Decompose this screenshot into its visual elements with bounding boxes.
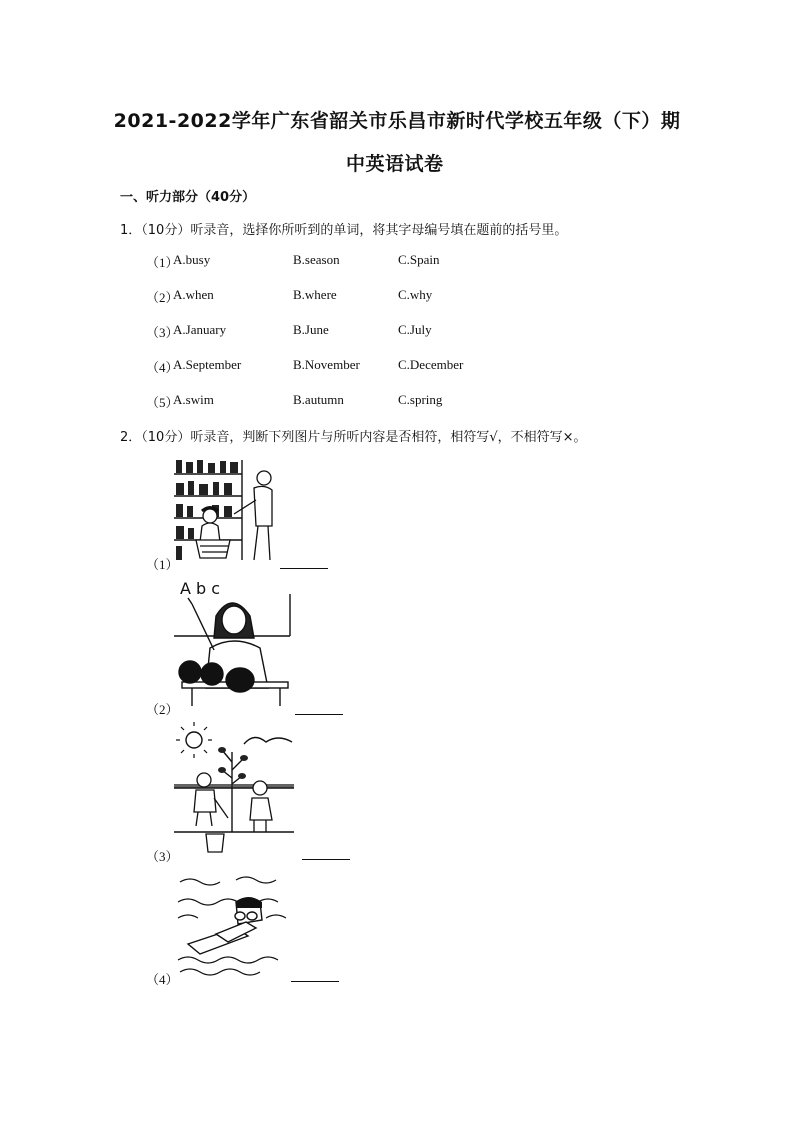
item-number: （4）: [146, 360, 179, 375]
item-number: （2）: [146, 290, 179, 305]
option-b: B.season: [293, 252, 340, 267]
q2-item-2-number: （2）: [146, 702, 179, 717]
item-number: （5）: [146, 395, 179, 410]
exam-title-line2: 中英语试卷: [346, 153, 444, 175]
option-c: C.July: [398, 322, 432, 337]
supermarket-shopping-drawing: [172, 456, 274, 562]
answer-blank-4[interactable]: [291, 981, 339, 982]
q2-item-4-number: （4）: [146, 972, 179, 987]
option-c: C.December: [398, 357, 464, 372]
option-b: B.June: [293, 322, 329, 337]
option-a: A.September: [173, 357, 242, 372]
answer-blank-3[interactable]: [302, 859, 350, 860]
option-b: B.November: [293, 357, 360, 372]
item-number: （1）: [146, 255, 179, 270]
children-planting-tree-drawing: [174, 722, 296, 856]
question-1-text: 1．（10分）听录音，选择你所听到的单词，将其字母编号填在题前的括号里。: [120, 223, 568, 238]
option-a: A.swim: [173, 392, 214, 407]
option-b: B.autumn: [293, 392, 344, 407]
answer-blank-1[interactable]: [280, 568, 328, 569]
option-b: B.where: [293, 287, 337, 302]
question-2-text: 2．（10分）听录音，判断下列图片与所听内容是否相符，相符写√，不相符写×。: [120, 430, 587, 445]
teacher-at-blackboard-drawing: [172, 576, 292, 708]
item-number: （3）: [146, 325, 179, 340]
option-c: C.Spain: [398, 252, 440, 267]
q2-item-3-number: （3）: [146, 849, 179, 864]
section-heading-listening: 一、听力部分（40分）: [120, 190, 256, 205]
option-a: A.when: [173, 287, 214, 302]
option-c: C.why: [398, 287, 433, 302]
boy-swimming-drawing: [176, 872, 288, 976]
q2-item-1-number: （1）: [146, 557, 179, 572]
answer-blank-2[interactable]: [295, 714, 343, 715]
exam-title-line1: 2021-2022学年广东省韶关市乐昌市新时代学校五年级（下）期: [113, 110, 681, 132]
option-a: A.January: [173, 322, 227, 337]
option-a: A.busy: [173, 252, 211, 267]
svg-text:A b c: A b c: [180, 579, 221, 598]
option-c: C.spring: [398, 392, 443, 407]
